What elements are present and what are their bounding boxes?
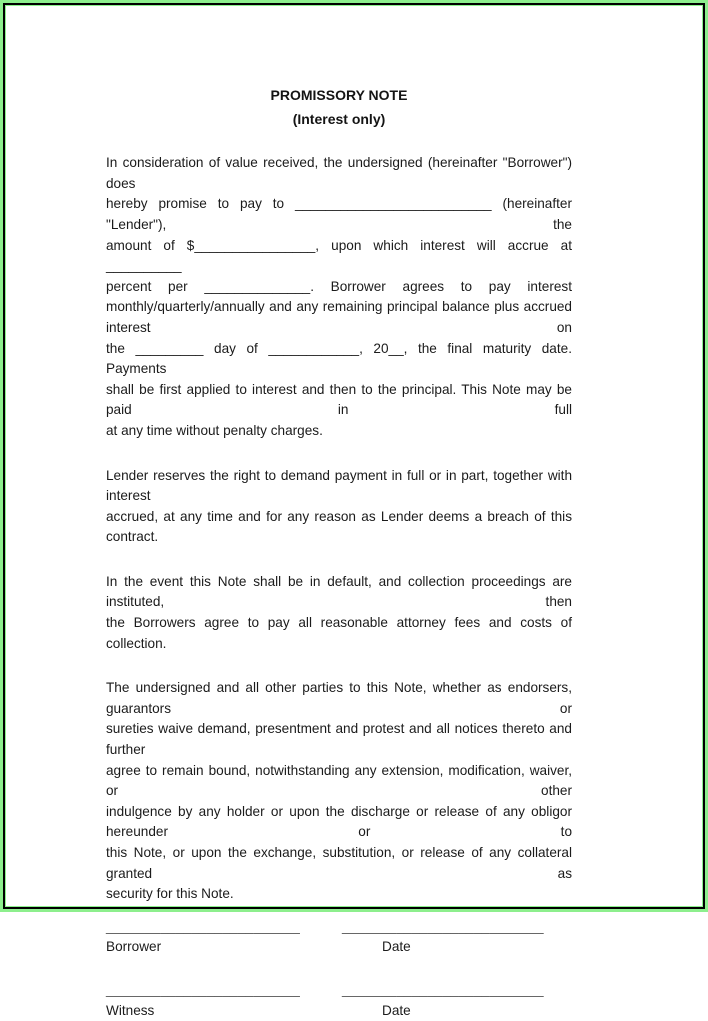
witness-label: Witness <box>106 1002 155 1018</box>
paragraph-line: the _________ day of ____________, 20__, the final maturity date. Payments <box>106 340 572 377</box>
document-title: PROMISSORY NOTE <box>270 87 408 103</box>
date-signature-line-2: __________________________ <box>342 981 544 997</box>
paragraph-line: indulgence by any holder or upon the discharge or release of any obligor hereunder or to <box>106 803 572 840</box>
paragraph-line: monthly/quarterly/annually and any remaining principal balance plus accrued interest on <box>106 299 572 335</box>
paragraph-line: percent per ______________. Borrower agrees to pay interest <box>106 278 572 294</box>
signature-col-date-1 <box>342 917 572 958</box>
signature-block <box>106 917 572 1021</box>
paragraph-line: the Borrowers agree to pay all reasonable attorney fees and costs of collection. <box>106 615 572 651</box>
paragraph-line: this Note, or upon the exchange, substitution, or release of any collateral granted as <box>106 845 572 881</box>
paragraph-line: shall be first applied to interest and then to the principal. This Note may be paid in full <box>106 381 572 418</box>
borrower-label: Borrower <box>106 939 162 955</box>
signature-row-borrower <box>106 917 572 958</box>
paragraph-line: at any time without penalty charges. <box>106 422 323 438</box>
paragraph-line: accrued, at any time and for any reason as Lender deems a breach of this contract. <box>106 508 572 545</box>
paragraph-waiver <box>106 678 572 905</box>
paragraph-line: hereby promise to pay to __________________________ (hereinafter "Lender"), the <box>106 196 572 232</box>
witness-signature-line: _________________________ <box>106 981 301 997</box>
paragraph-demand <box>106 466 572 548</box>
paragraph-line: amount of $________________, upon which interest will accrue at __________ <box>106 237 572 274</box>
paragraph-line: sureties waive demand, presentment and protest and all notices thereto and further <box>106 721 572 758</box>
paragraph-terms <box>106 153 572 441</box>
signature-row-witness <box>106 980 572 1021</box>
paragraph-line: agree to remain bound, notwithstanding any extension, modification, waiver, or other <box>106 762 572 799</box>
paragraph-default <box>106 572 572 654</box>
document-content <box>6 6 702 1021</box>
document-page <box>6 6 702 1018</box>
document-subtitle: (Interest only) <box>292 110 386 127</box>
paragraph-line: Lender reserves the right to demand payment in full or in part, together with interest <box>106 467 572 504</box>
signature-col-borrower <box>106 917 342 958</box>
date-label-1: Date <box>382 939 411 955</box>
paragraph-line: security for this Note. <box>106 886 234 902</box>
signature-col-date-2 <box>342 980 572 1021</box>
black-frame-border <box>3 3 705 1018</box>
paragraph-line: In consideration of value received, the undersigned (hereinafter "Borrower") does <box>106 155 572 191</box>
paragraph-line: The undersigned and all other parties to this Note, whether as endorsers, guarantors or <box>106 680 572 716</box>
signature-col-witness <box>106 980 342 1021</box>
date-signature-line-1: __________________________ <box>342 918 544 934</box>
paragraph-line: In the event this Note shall be in default, and collection proceedings are instituted, then <box>106 573 572 610</box>
date-label-2: Date <box>382 1002 411 1018</box>
borrower-signature-line: _________________________ <box>106 918 301 934</box>
